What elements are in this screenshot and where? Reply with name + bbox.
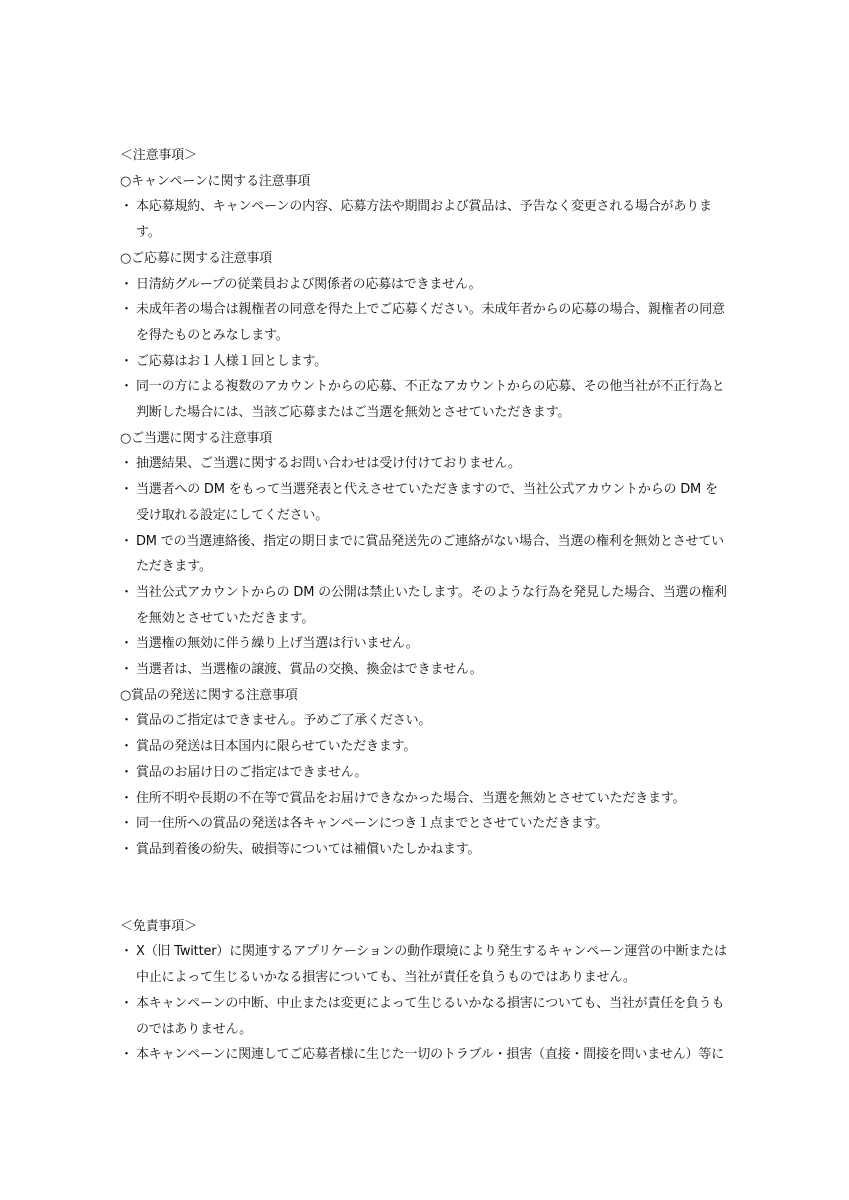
- bullet: ・: [120, 1047, 133, 1063]
- notes-title: ＜注意事項＞: [120, 148, 197, 163]
- bullet: ・: [120, 790, 133, 806]
- list-item: ・ 賞品のご指定はできません。予めご了承ください。: [120, 708, 730, 734]
- list-item: ・ 本キャンペーンに関連してご応募者様に生じた一切のトラブル・損害（直接・間接を問いません）等に: [120, 1042, 730, 1068]
- bullet: ・: [120, 841, 133, 857]
- list-item: ・ 当選者への DM をもって当選発表と代えさせていただきますので、当社公式アカウントからの DM を受け取れる設定にしてください。: [120, 477, 730, 528]
- list-item: ・ 同一住所への賞品の発送は各キャンペーンにつき１点までとさせていただきます。: [120, 811, 730, 837]
- bullet: ・: [120, 739, 133, 755]
- list-item: ・ 本キャンペーンの中断、中止または変更によって生じるいかなる損害についても、当社が責任を負うものではありません。: [120, 991, 730, 1042]
- list-item: ・ 当選権の無効に伴う繰り上げ当選は行いません。: [120, 631, 730, 657]
- list-item: ・ DM での当選連絡後、指定の期日までに賞品発送先のご連絡がない場合、当選の権利を無効とさせていただきます。: [120, 529, 730, 580]
- bullet: ・: [120, 379, 133, 395]
- bullet: ・: [120, 662, 133, 678]
- list-item: ・ 同一の方による複数のアカウントからの応募、不正なアカウントからの応募、その他当社が不正行為と判断した場合には、当該ご応募またはご当選を無効とさせていただきます。: [120, 374, 730, 425]
- list-item: ・ 日清紡グループの従業員および関係者の応募はできません。: [120, 272, 730, 298]
- list-item: ・ 本応募規約、キャンペーンの内容、応募方法や期間および賞品は、予告なく変更される場合があります。: [120, 194, 730, 245]
- bullet: ・: [120, 199, 133, 215]
- disclaimer-title: ＜免責事項＞: [120, 918, 197, 934]
- bullet: ・: [120, 482, 133, 498]
- bullet: ・: [120, 353, 133, 369]
- bullet: ・: [120, 944, 133, 960]
- list-item: ・ 賞品到着後の紛失、破損等については補償いたしかねます。: [120, 837, 730, 863]
- document-content: [120, 143, 730, 1068]
- list-item: ・ 当社公式アカウントからの DM の公開は禁止いたします。そのような行為を発見した場合、当選の権利を無効とさせていただきます。: [120, 580, 730, 631]
- list-item: ・ 未成年者の場合は親権者の同意を得た上でご応募ください。未成年者からの応募の場合、親権者の同意を得たものとみなします。: [120, 297, 730, 348]
- list-item: ・ ご応募はお１人様１回とします。: [120, 349, 730, 375]
- section-heading-shipping: ○賞品の発送に関する注意事項: [120, 687, 298, 703]
- list-item: ・ X（旧 Twitter）に関連するアプリケーションの動作環境により発生するキャンペーン運営の中断または中止によって生じるいかなる損害についても、当社が責任を負うものではありません。: [120, 939, 730, 990]
- list-item: ・ 抽選結果、ご当選に関するお問い合わせは受け付けておりません。: [120, 451, 730, 477]
- list-item: ・ 当選者は、当選権の譲渡、賞品の交換、換金はできません。: [120, 657, 730, 683]
- section-heading-campaign: ○キャンペーンに関する注意事項: [120, 173, 311, 189]
- list-item: ・ 住所不明や長期の不在等で賞品をお届けできなかった場合、当選を無効とさせていただきます。: [120, 786, 730, 812]
- bullet: ・: [120, 276, 133, 292]
- bullet: ・: [120, 816, 133, 832]
- bullet: ・: [120, 995, 133, 1011]
- section-heading-winning: ○ご当選に関する注意事項: [120, 430, 272, 446]
- bullet: ・: [120, 302, 133, 318]
- bullet: ・: [120, 456, 133, 472]
- section-gap: [120, 863, 730, 914]
- bullet: ・: [120, 713, 133, 729]
- bullet: ・: [120, 764, 133, 780]
- list-item: ・ 賞品のお届け日のご指定はできません。: [120, 760, 730, 786]
- bullet: ・: [120, 533, 133, 549]
- section-heading-application: ○ご応募に関する注意事項: [120, 250, 272, 266]
- list-item: ・ 賞品の発送は日本国内に限らせていただきます。: [120, 734, 730, 760]
- bullet: ・: [120, 636, 133, 652]
- bullet: ・: [120, 584, 133, 600]
